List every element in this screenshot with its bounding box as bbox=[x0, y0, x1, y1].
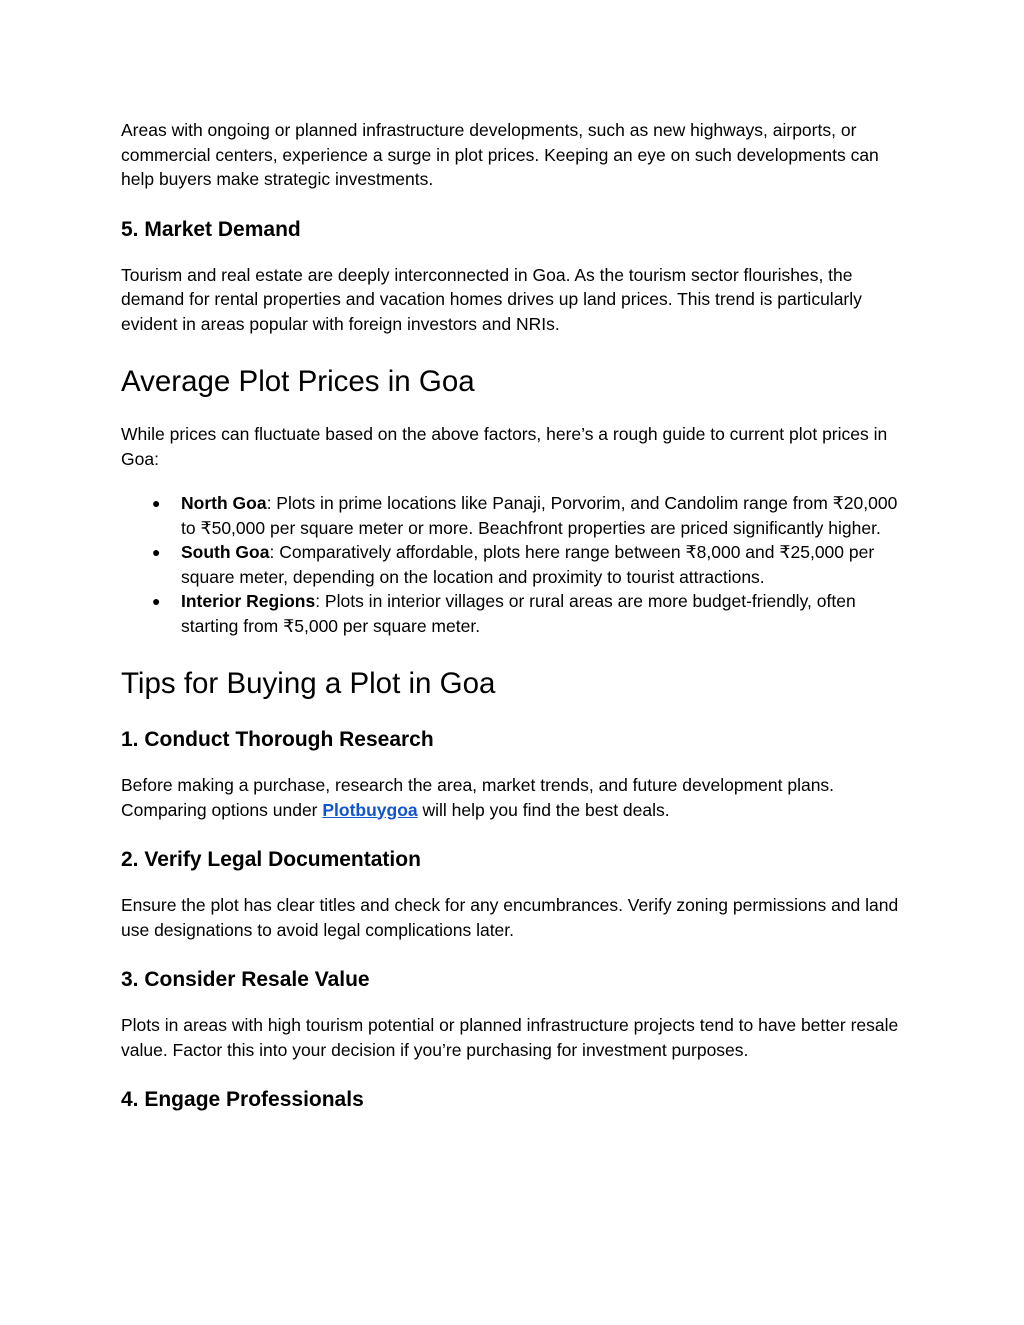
average-prices-heading: Average Plot Prices in Goa bbox=[121, 365, 475, 398]
bullet-icon: ● bbox=[152, 593, 161, 609]
list-item-interior-regions bbox=[121, 589, 911, 638]
market-demand-paragraph: Tourism and real estate are deeply interconnected in Goa. As the tourism sector flourishes, the demand for rental properties and vacation homes drives up land prices. This trend is particularly evident in areas popular with foreign investors and NRIs. bbox=[121, 264, 862, 334]
legal-paragraph: Ensure the plot has clear titles and check for any encumbrances. Verify zoning permissions and land use designations to avoid legal complications later. bbox=[121, 895, 899, 940]
list-item-label: Interior Regions bbox=[181, 591, 316, 611]
list-item-label: South Goa bbox=[181, 542, 270, 562]
research-text-after: will help you find the best deals. bbox=[417, 799, 670, 820]
bullet-icon: ● bbox=[152, 544, 161, 560]
bullet-icon: ● bbox=[152, 495, 161, 511]
price-list bbox=[121, 491, 911, 638]
average-prices-intro: While prices can fluctuate based on the above factors, here’s a rough guide to current plot prices in Goa: bbox=[121, 424, 888, 469]
plotbuygoa-link[interactable]: Plotbuygoa bbox=[322, 799, 418, 820]
market-demand-heading: 5. Market Demand bbox=[121, 217, 301, 241]
list-item-label: North Goa bbox=[181, 493, 267, 513]
intro-paragraph: Areas with ongoing or planned infrastructure developments, such as new highways, airports, or commercial centers, experience a surge in plot prices. Keeping an eye on such developments can help buyers make strategic investments. bbox=[121, 120, 879, 189]
list-item-text: : Comparatively affordable, plots here range between ₹8,000 and ₹25,000 per square meter, depending on the location and proximity to tourist attractions. bbox=[181, 542, 875, 587]
list-item-north-goa bbox=[121, 491, 911, 540]
list-item-text: : Plots in interior villages or rural areas are more budget-friendly, often starting from ₹5,000 per square meter. bbox=[181, 591, 856, 636]
resale-heading: 3. Consider Resale Value bbox=[121, 968, 370, 991]
list-item-text: : Plots in prime locations like Panaji, Porvorim, and Candolim range from ₹20,000 to ₹50,000 per square meter or more. Beachfront properties are priced significantly higher. bbox=[181, 493, 898, 538]
professionals-heading: 4. Engage Professionals bbox=[121, 1088, 364, 1111]
resale-paragraph: Plots in areas with high tourism potential or planned infrastructure projects tend to have better resale value. Factor this into your decision if you’re purchasing for investment purposes. bbox=[121, 1015, 899, 1060]
legal-heading: 2. Verify Legal Documentation bbox=[121, 848, 421, 871]
research-heading: 1. Conduct Thorough Research bbox=[121, 728, 434, 751]
research-paragraph bbox=[121, 773, 911, 822]
research-text-before: Before making a purchase, research the area, market trends, and future development plans. Comparing options under bbox=[121, 775, 835, 820]
document-page bbox=[121, 118, 911, 1113]
tips-heading: Tips for Buying a Plot in Goa bbox=[121, 667, 496, 700]
list-item-south-goa bbox=[121, 540, 911, 589]
